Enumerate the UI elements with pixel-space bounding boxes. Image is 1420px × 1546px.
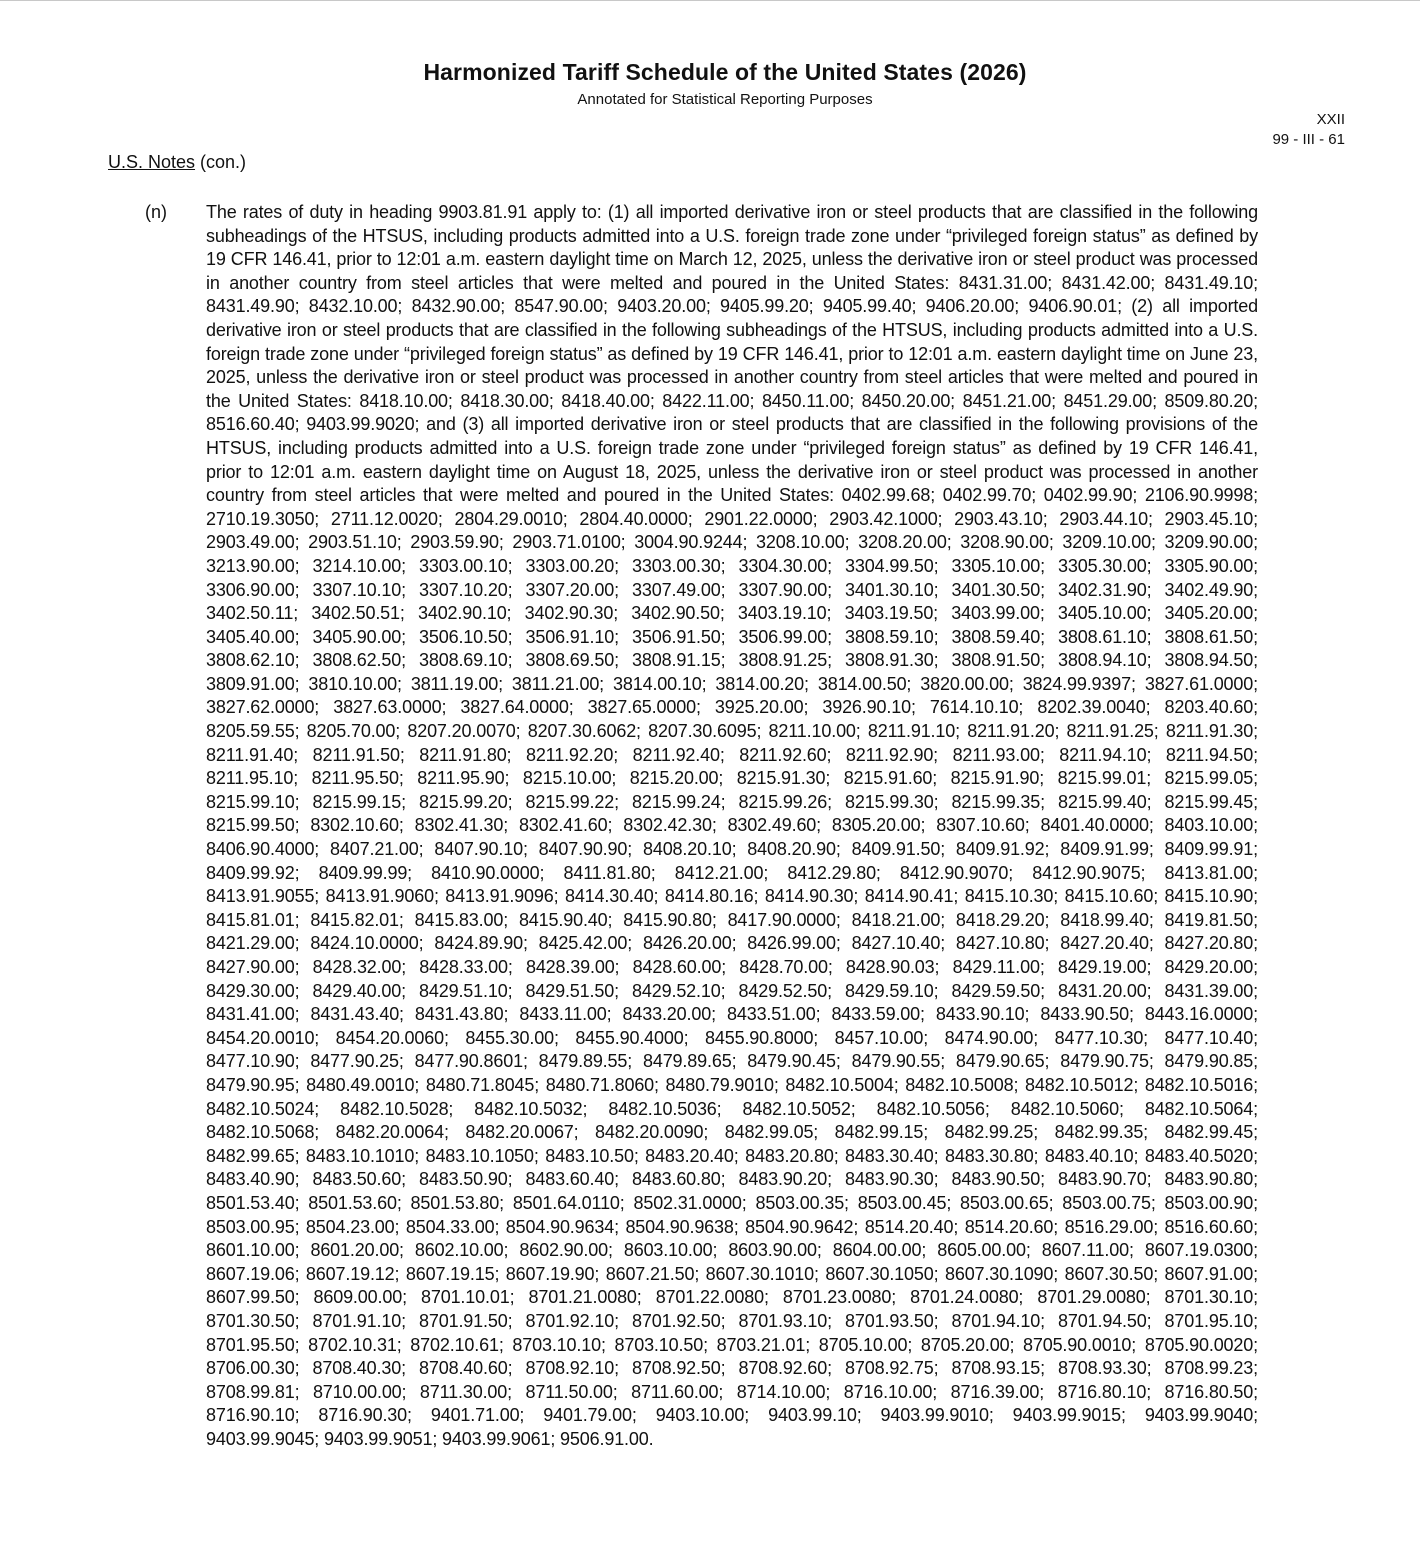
section-heading <box>108 152 246 173</box>
document-subtitle: Annotated for Statistical Reporting Purposes <box>577 91 873 108</box>
section-heading-suffix: (con.) <box>195 152 247 172</box>
page-identifier <box>1272 110 1345 150</box>
page-number: 99 - III - 61 <box>1272 131 1345 148</box>
section-number: XXII <box>1316 111 1345 128</box>
section-heading-link: U.S. Notes <box>108 152 196 172</box>
note-marker: (n) <box>145 202 167 222</box>
document-title: Harmonized Tariff Schedule of the United States (2026) <box>423 59 1027 85</box>
note-body-text: The rates of duty in heading 9903.81.91 apply to: (1) all imported derivative iron or steel products that are classified in the following subheadings of the HTSUS, including products admitted into a U.S. foreign trade zone under “privileged foreign status” as defined by 19 CFR 146.41, prior to 12:01 a.m. eastern daylight time on March 12, 2025, unless the derivative iron or steel product was processed in another country from steel articles that were melted and poured in the United States: 8431.31.00; 8431.42.00; 8431.49.10; 8431.49.90; 8432.10.00; 8432.90.00; 8547.90.00; 9403.20.00; 9405.99.20; 9405.99.40; 9406.20.00; 9406.90.01; (2) all imported derivative iron or steel products that are classified in the following subheadings of the HTSUS, including products admitted into a U.S. foreign trade zone under “privileged foreign status” as defined by 19 CFR 146.41, prior to 12:01 a.m. eastern daylight time on June 23, 2025, unless the derivative iron or steel product was processed in another country from steel articles that were melted and poured in the United States: 8418.10.00; 8418.30.00; 8418.40.00; 8422.11.00; 8450.11.00; 8450.20.00; 8451.21.00; 8451.29.00; 8509.80.20; 8516.60.40; 9403.99.9020; and (3) all imported derivative iron or steel products that are classified in the following provisions of the HTSUS, including products admitted into a U.S. foreign trade zone under “privileged foreign status” as defined by 19 CFR 146.41, prior to 12:01 a.m. eastern daylight time on August 18, 2025, unless the derivative iron or steel product was processed in another country from steel articles that were melted and poured in the United States: 0402.99.68; 0402.99.70; 0402.99.90; 2106.90.9998; 2710.19.3050; 2711.12.0020; 2804.29.0010; 2804.40.0000; 2901.22.0000; 2903.42.1000; 2903.43.10; 2903.44.10; 2903.45.10; 2903.49.00; 2903.51.10; 2903.59.90; 2903.71.0100; 3004.90.9244; 3208.10.00; 3208.20.00; 3208.90.00; 3209.10.00; 3209.90.00; 3213.90.00; 3214.10.00; 3303.00.10; 3303.00.20; 3303.00.30; 3304.30.00; 3304.99.50; 3305.10.00; 3305.30.00; 3305.90.00; 3306.90.00; 3307.10.10; 3307.10.20; 3307.20.00; 3307.49.00; 3307.90.00; 3401.30.10; 3401.30.50; 3402.31.90; 3402.49.90; 3402.50.11; 3402.50.51; 3402.90.10; 3402.90.30; 3402.90.50; 3403.19.10; 3403.19.50; 3403.99.00; 3405.10.00; 3405.20.00; 3405.40.00; 3405.90.00; 3506.10.50; 3506.91.10; 3506.91.50; 3506.99.00; 3808.59.10; 3808.59.40; 3808.61.10; 3808.61.50; 3808.62.10; 3808.62.50; 3808.69.10; 3808.69.50; 3808.91.15; 3808.91.25; 3808.91.30; 3808.91.50; 3808.94.10; 3808.94.50; 3809.91.00; 3810.10.00; 3811.19.00; 3811.21.00; 3814.00.10; 3814.00.20; 3814.00.50; 3820.00.00; 3824.99.9397; 3827.61.0000; 3827.62.0000; 3827.63.0000; 3827.64.0000; 3827.65.0000; 3925.20.00; 3926.90.10; 7614.10.10; 8202.39.0040; 8203.40.60; 8205.59.55; 8205.70.00; 8207.20.0070; 8207.30.6062; 8207.30.6095; 8211.10.00; 8211.91.10; 8211.91.20; 8211.91.25; 8211.91.30; 8211.91.40; 8211.91.50; 8211.91.80; 8211.92.20; 8211.92.40; 8211.92.60; 8211.92.90; 8211.93.00; 8211.94.10; 8211.94.50; 8211.95.10; 8211.95.50; 8211.95.90; 8215.10.00; 8215.20.00; 8215.91.30; 8215.91.60; 8215.91.90; 8215.99.01; 8215.99.05; 8215.99.10; 8215.99.15; 8215.99.20; 8215.99.22; 8215.99.24; 8215.99.26; 8215.99.30; 8215.99.35; 8215.99.40; 8215.99.45; 8215.99.50; 8302.10.60; 8302.41.30; 8302.41.60; 8302.42.30; 8302.49.60; 8305.20.00; 8307.10.60; 8401.40.0000; 8403.10.00; 8406.90.4000; 8407.21.00; 8407.90.10; 8407.90.90; 8408.20.10; 8408.20.90; 8409.91.50; 8409.91.92; 8409.91.99; 8409.99.91; 8409.99.92; 8409.99.99; 8410.90.0000; 8411.81.80; 8412.21.00; 8412.29.80; 8412.90.9070; 8412.90.9075; 8413.81.00; 8413.91.9055; 8413.91.9060; 8413.91.9096; 8414.30.40; 8414.80.16; 8414.90.30; 8414.90.41; 8415.10.30; 8415.10.60; 8415.10.90; 8415.81.01; 8415.82.01; 8415.83.00; 8415.90.40; 8415.90.80; 8417.90.0000; 8418.21.00; 8418.29.20; 8418.99.40; 8419.81.50; 8421.29.00; 8424.10.0000; 8424.89.90; 8425.42.00; 8426.20.00; 8426.99.00; 8427.10.40; 8427.10.80; 8427.20.40; 8427.20.80; 8427.90.00; 8428.32.00; 8428.33.00; 8428.39.00; 8428.60.00; 8428.70.00; 8428.90.03; 8429.11.00; 8429.19.00; 8429.20.00; 8429.30.00; 8429.40.00; 8429.51.10; 8429.51.50; 8429.52.10; 8429.52.50; 8429.59.10; 8429.59.50; 8431.20.00; 8431.39.00; 8431.41.00; 8431.43.40; 8431.43.80; 8433.11.00; 8433.20.00; 8433.51.00; 8433.59.00; 8433.90.10; 8433.90.50; 8443.16.0000; 8454.20.0010; 8454.20.0060; 8455.30.00; 8455.90.4000; 8455.90.8000; 8457.10.00; 8474.90.00; 8477.10.30; 8477.10.40; 8477.10.90; 8477.90.25; 8477.90.8601; 8479.89.55; 8479.89.65; 8479.90.45; 8479.90.55; 8479.90.65; 8479.90.75; 8479.90.85; 8479.90.95; 8480.49.0010; 8480.71.8045; 8480.71.8060; 8480.79.9010; 8482.10.5004; 8482.10.5008; 8482.10.5012; 8482.10.5016; 8482.10.5024; 8482.10.5028; 8482.10.5032; 8482.10.5036; 8482.10.5052; 8482.10.5056; 8482.10.5060; 8482.10.5064; 8482.10.5068; 8482.20.0064; 8482.20.0067; 8482.20.0090; 8482.99.05; 8482.99.15; 8482.99.25; 8482.99.35; 8482.99.45; 8482.99.65; 8483.10.1010; 8483.10.1050; 8483.10.50; 8483.20.40; 8483.20.80; 8483.30.40; 8483.30.80; 8483.40.10; 8483.40.5020; 8483.40.90; 8483.50.60; 8483.50.90; 8483.60.40; 8483.60.80; 8483.90.20; 8483.90.30; 8483.90.50; 8483.90.70; 8483.90.80; 8501.53.40; 8501.53.60; 8501.53.80; 8501.64.0110; 8502.31.0000; 8503.00.35; 8503.00.45; 8503.00.65; 8503.00.75; 8503.00.90; 8503.00.95; 8504.23.00; 8504.33.00; 8504.90.9634; 8504.90.9638; 8504.90.9642; 8514.20.40; 8514.20.60; 8516.29.00; 8516.60.60; 8601.10.00; 8601.20.00; 8602.10.00; 8602.90.00; 8603.10.00; 8603.90.00; 8604.00.00; 8605.00.00; 8607.11.00; 8607.19.0300; 8607.19.06; 8607.19.12; 8607.19.15; 8607.19.90; 8607.21.50; 8607.30.1010; 8607.30.1050; 8607.30.1090; 8607.30.50; 8607.91.00; 8607.99.50; 8609.00.00; 8701.10.01; 8701.21.0080; 8701.22.0080; 8701.23.0080; 8701.24.0080; 8701.29.0080; 8701.30.10; 8701.30.50; 8701.91.10; 8701.91.50; 8701.92.10; 8701.92.50; 8701.93.10; 8701.93.50; 8701.94.10; 8701.94.50; 8701.95.10; 8701.95.50; 8702.10.31; 8702.10.61; 8703.10.10; 8703.10.50; 8703.21.01; 8705.10.00; 8705.20.00; 8705.90.0010; 8705.90.0020; 8706.00.30; 8708.40.30; 8708.40.60; 8708.92.10; 8708.92.50; 8708.92.60; 8708.92.75; 8708.93.15; 8708.93.30; 8708.99.23; 8708.99.81; 8710.00.00; 8711.30.00; 8711.50.00; 8711.60.00; 8714.10.00; 8716.10.00; 8716.39.00; 8716.80.10; 8716.80.50; 8716.90.10; 8716.90.30; 9401.71.00; 9401.79.00; 9403.10.00; 9403.99.10; 9403.99.9010; 9403.99.9015; 9403.99.9040; 9403.99.9045; 9403.99.9051; 9403.99.9061; 9506.91.00. <box>206 202 1258 1449</box>
